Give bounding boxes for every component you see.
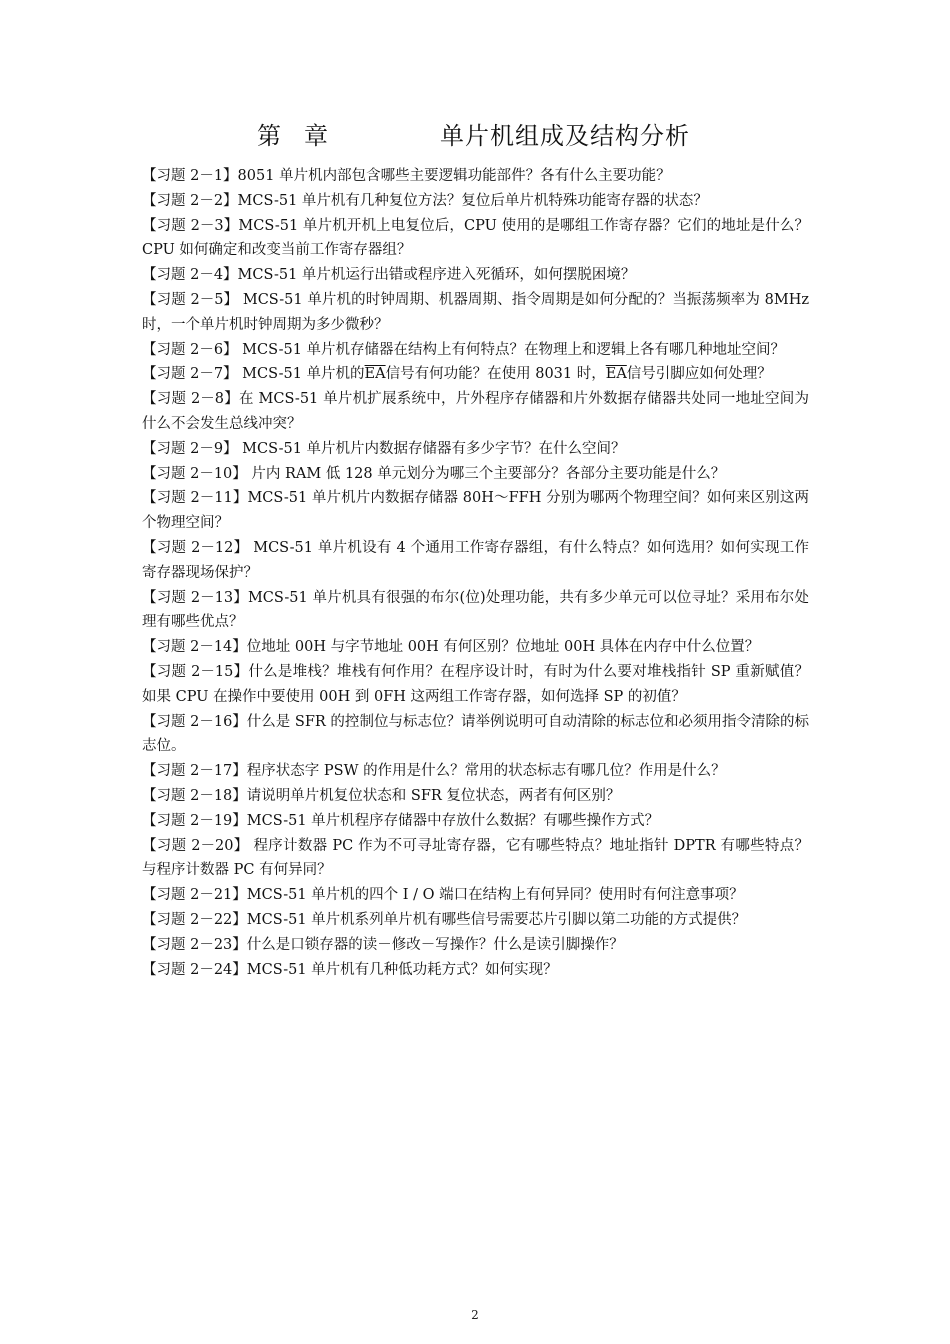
exercise-item: 【习题 2－23】什么是口锁存器的读－修改－写操作？什么是读引脚操作？ bbox=[142, 936, 624, 953]
ea-signal-overline: $\overline{EA}$ bbox=[605, 366, 627, 383]
exercise-item: 【习题 2－4】MCS-51 单片机运行出错或程序进入死循环，如何摆脱困境？ bbox=[142, 267, 636, 284]
exercise-item: 【习题 2－15】什么是堆栈？堆栈有何作用？在程序设计时，有时为什么要对堆栈指针 SP 重新赋值？如果 CPU 在操作中要使用 00H 到 0FH 这两组工作寄存器，如何选择 SP 的初值？ bbox=[142, 663, 809, 705]
exercise-item: 【习题 2－11】MCS-51 单片机片内数据存储器 80H～FFH 分别为哪两个物理空间？如何来区别这两个物理空间？ bbox=[142, 490, 809, 532]
exercise-item: 【习题 2－17】程序状态字 PSW 的作用是什么？常用的状态标志有哪几位？作用是什么？ bbox=[142, 763, 726, 780]
exercise-list bbox=[142, 164, 809, 982]
exercise-item: 【习题 2－9】 MCS-51 单片机片内数据存储器有多少字节？在什么空间？ bbox=[142, 440, 626, 457]
exercise-item: 【习题 2－21】MCS-51 单片机的四个 I / O 端口在结构上有何异同？使用时有何注意事项？ bbox=[142, 887, 744, 904]
exercise-item: 【习题 2－12】 MCS-51 单片机设有 4 个通用工作寄存器组，有什么特点？如何选用？如何实现工作寄存器现场保护？ bbox=[142, 539, 809, 581]
exercise-item: 【习题 2－3】MCS-51 单片机开机上电复位后，CPU 使用的是哪组工作寄存器？它们的地址是什么？CPU 如何确定和改变当前工作寄存器组？ bbox=[142, 217, 809, 259]
exercise-item: 【习题 2－24】MCS-51 单片机有几种低功耗方式？如何实现？ bbox=[142, 961, 558, 978]
chapter-label-first: 第 bbox=[257, 122, 281, 150]
exercise-item: 【习题 2－5】 MCS-51 单片机的时钟周期、机器周期、指令周期是如何分配的？当振荡频率为 8MHz 时，一个单片机时钟周期为多少微秒？ bbox=[142, 291, 809, 333]
exercise-item: 【习题 2－8】在 MCS-51 单片机扩展系统中，片外程序存储器和片外数据存储器共处同一地址空间为什么不会发生总线冲突？ bbox=[142, 391, 809, 432]
exercise-item: 【习题 2－10】 片内 RAM 低 128 单元划分为哪三个主要部分？各部分主要功能是什么？ bbox=[142, 465, 726, 482]
exercise-text: 信号引脚应如何处理？ bbox=[626, 366, 772, 383]
chapter-title bbox=[0, 116, 950, 152]
exercise-item: 【习题 2－18】请说明单片机复位状态和 SFR 复位状态，两者有何区别？ bbox=[142, 787, 621, 804]
exercise-item: 【习题 2－2】MCS-51 单片机有几种复位方法？复位后单片机特殊功能寄存器的状态？ bbox=[142, 192, 708, 209]
exercise-item: 【习题 2－14】位地址 00H 与字节地址 00H 有何区别？位地址 00H 具体在内存中什么位置？ bbox=[142, 639, 760, 656]
chapter-label-second: 章 bbox=[304, 122, 328, 150]
exercise-item: 【习题 2－20】 程序计数器 PC 作为不可寻址寄存器，它有哪些特点？地址指针 DPTR 有哪些特点？与程序计数器 PC 有何异同？ bbox=[142, 837, 809, 879]
exercise-item: 【习题 2－1】8051 单片机内部包含哪些主要逻辑功能部件？各有什么主要功能？ bbox=[142, 168, 671, 184]
exercise-text: 信号有何功能？在使用 8031 时， bbox=[385, 366, 606, 383]
exercise-item: 【习题 2－6】 MCS-51 单片机存储器在结构上有何特点？在物理上和逻辑上各有哪几种地址空间？ bbox=[142, 341, 786, 358]
exercise-item: 【习题 2－13】MCS-51 单片机具有很强的布尔(位)处理功能，共有多少单元可以位寻址？采用布尔处理有哪些优点？ bbox=[142, 589, 809, 631]
page-number: 2 bbox=[471, 1308, 479, 1322]
exercise-text: 【习题 2－7】 MCS-51 单片机的 bbox=[142, 366, 365, 383]
exercise-item: 【习题 2－22】MCS-51 单片机系列单片机有哪些信号需要芯片引脚以第二功能的方式提供？ bbox=[142, 911, 747, 928]
exercise-item: 【习题 2－19】MCS-51 单片机程序存储器中存放什么数据？有哪些操作方式？ bbox=[142, 812, 660, 829]
chapter-name: 单片机组成及结构分析 bbox=[440, 122, 690, 150]
exercise-item: 【习题 2－16】什么是 SFR 的控制位与标志位？请举例说明可自动清除的标志位和必须用指令清除的标志位。 bbox=[142, 713, 809, 755]
ea-signal-overline: $\overline{EA}$ bbox=[364, 366, 386, 383]
exercise-item bbox=[142, 362, 809, 387]
